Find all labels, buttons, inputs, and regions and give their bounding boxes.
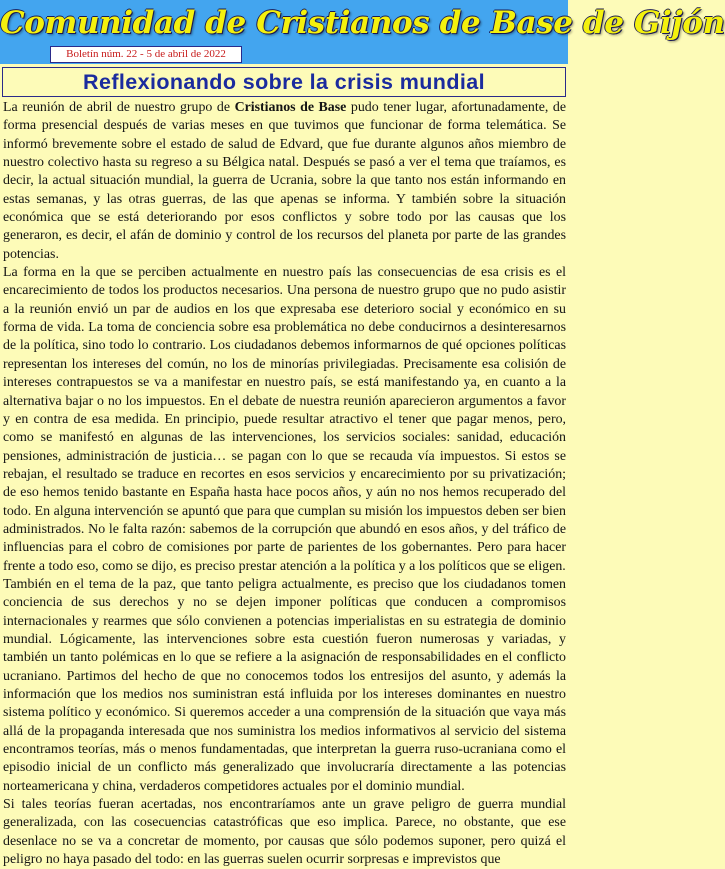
article-headline: Reflexionando sobre la crisis mundial [83, 70, 485, 94]
paragraph-3: También en el tema de la paz, que tanto peligra actualmente, es preciso que los ciudadanos tomen conciencia de sus derechos y no se dejen imponer políticas que conducen a compromisos internacionales y rearmes que sólo convienen a potencias imperialistas en su estrategia de dominio mundial. Lógicamente, las intervenciones sobre esta cuestión fueron numerosas y variadas, y también un tanto polémicas en lo que se refiere a la asignación de responsabilidades en el conflicto ucraniano. Partimos del hecho de que no conocemos todos los entresijos del asunto, y además la información que los medios nos suministran está influida por los intereses dominantes en nuestro sistema político y económico. Si queremos acceder a una comprensión de la situación que vaya más allá de la propaganda interesada que nos suministra los medios informativos al servicio del sistema encontramos teorías, más o menos fundamentadas, que interpretan la guerra ruso-ucraniana como el episodio inicial de un conflicto más generalizado que involucraría directamente a las potencias norteamericana y china, verdaderos competidores actuales por el dominio mundial. [3, 576, 566, 794]
paragraph-1-start: La reunión de abril de nuestro grupo de [3, 100, 235, 115]
headline-box [2, 67, 566, 97]
issue-line: Boletín núm. 22 - 5 de abril de 2022 [50, 46, 242, 63]
paragraph-1-rest: pudo tener lugar, afortunadamente, de forma presencial después de varias meses en que tuvimos que funcionar de forma telemática. Se informó brevemente sobre el estado de salud de Edvard, que fue durante algunos años miembro de nuestro colectivo hasta su regreso a su Bélgica natal. Después se pasó a ver el tema que traíamos, es decir, la actual situación mundial, la guerra de Ucrania, sobre la que tanto nos están informando en estas semanas, y las otras guerras, de las que apenas se informa. Y también sobre la situación económica que se está deteriorando por esos conflictos y sobre todo por las causas que los generaron, es decir, el afán de dominio y control de los recursos del planeta por parte de las grandes potencias. [3, 100, 566, 262]
article-body [3, 99, 566, 869]
paragraph-1 [3, 99, 566, 264]
masthead-banner [0, 0, 725, 64]
masthead-title: Comunidad de Cristianos de Base de Gijón [0, 5, 725, 41]
paragraph-2: La forma en la que se perciben actualmente en nuestro país las consecuencias de esa crisis es el encarecimiento de todos los productos necesarios. Una persona de nuestro grupo que no pudo asistir a la reunión envió un par de audios en los que expresaba ese deterioro social y económico en su forma de vida. La toma de conciencia sobre esa problemática no debe conducirnos a desinteresarnos de la política, sino todo lo contrario. Los ciudadanos debemos informarnos de qué opciones políticas representan los intereses del común, no los de minorías privilegiadas. Precisamente esa colisión de intereses contrapuestos se va a manifestar en nuestro país, se está manifestando ya, en cuanto a la alternativa bajar o no los impuestos. En el debate de nuestra reunión aparecieron argumentos a favor y en contra de esa medida. En principio, puede resultar atractivo el tener que pagar menos, pero, como se manifestó en algunas de las intervenciones, los servicios sociales: sanidad, educación pensiones, administración de justicia… se pagan con lo que se recauda vía impuestos. Si estos se rebajan, el resultado se traduce en recortes en esos servicios y encarecimiento por su privatización; de eso hemos tenido bastante en España hasta hace pocos años, y aún no nos hemos recuperado del todo. En alguna intervención se apuntó que para que cumplan su misión los impuestos deben ser bien administrados. No le falta razón: sabemos de la corrupción que abundó en esos años, y del tráfico de influencias para el cobro de comisiones por parte de parientes de los gobernantes. Pero para hacer frente a todo eso, como se dijo, es preciso prestar atención a la política y a los políticos que se eligen. [3, 265, 566, 574]
paragraph-4: Si tales teorías fueran acertadas, nos encontraríamos ante un grave peligro de guerra mundial generalizada, con las cosecuencias catastróficas que eso implica. Parece, no obstante, que ese desenlace no se va a concretar de momento, por causas que sólo podemos suponer, pero quizá el peligro no haya pasado del todo: en las guerras suelen ocurrir sorpresas e imprevistos que [3, 797, 566, 868]
group-name-bold: Cristianos de Base [234, 100, 347, 115]
